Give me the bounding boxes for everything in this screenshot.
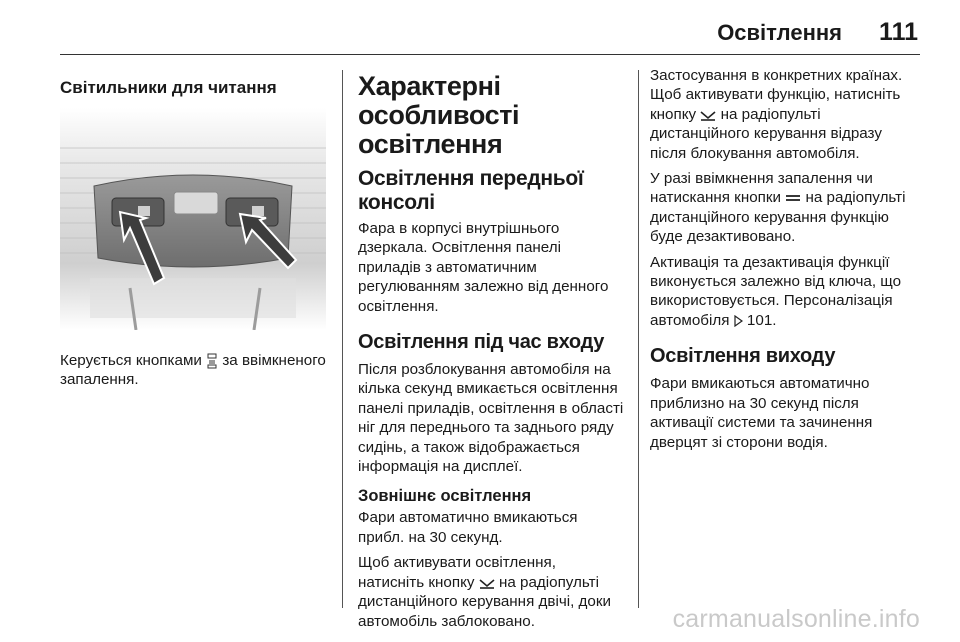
exterior-lighting-text: Фари автоматично вмикаються прибл. на 30 секунд. <box>358 509 578 546</box>
exit-lighting-text: Фари вмикаються автоматично приблизно на 30 секунд після активації системи та зачинення дверцят зі сторони водія. <box>650 375 873 451</box>
section-title-reading-lights: Світильники для читання <box>60 78 277 97</box>
page-number: 111 <box>879 18 918 46</box>
reading-lights-photo <box>60 108 326 330</box>
reference-arrow-icon <box>734 315 743 327</box>
column-lighting-features <box>358 66 626 637</box>
column-lighting-continued <box>650 66 922 458</box>
vehicle-lights-icon <box>700 109 716 121</box>
vehicle-lights-icon <box>479 577 495 589</box>
console-lighting-text: Фара в корпусі внутрішнього дзеркала. Освітлення панелі приладів з автоматичним регулюванням залежно від денного освітлення. <box>358 220 609 315</box>
personalisation-text: Активація та дезактивація функції виконується залежно від ключа, що використовується. Персоналізація автомобіля 101. <box>650 253 902 329</box>
deactivation-text: У разі ввімкнення запалення чи натискання кнопки на радіопульті дистанційного керування функцію буде дезактивовано. <box>650 170 906 246</box>
chapter-title: Освітлення <box>717 20 842 45</box>
column-reading-lights <box>60 66 326 396</box>
column-divider <box>638 70 639 608</box>
reading-lights-caption: Керується кнопками за ввімкненого запалення. <box>60 352 326 389</box>
section-title-exit-lighting: Освітлення виходу <box>650 345 836 368</box>
watermark: carmanualsonline.info <box>672 605 920 633</box>
main-title: Характерні особливості освітлення <box>358 71 520 159</box>
double-bar-icon <box>785 192 801 204</box>
section-title-entry-lighting: Освітлення під час входу <box>358 331 605 354</box>
column-divider <box>342 70 343 608</box>
page-header <box>60 14 920 55</box>
country-specific-text: Застосування в конкретних країнах. Щоб активувати функцію, натисніть кнопку на радіопульті дистанційного керування відразу після блокування автомобіля. <box>650 67 903 162</box>
page-reference-link[interactable]: 101. <box>746 311 777 329</box>
section-title-console-lighting: Освітлення передньої консолі <box>358 167 584 214</box>
exterior-lighting-activate-text: Щоб активувати освітлення, натисніть кнопку на радіопульті дистанційного керування двічі, доки автомобіль заблоковано. <box>358 554 611 630</box>
reading-lamp-icon <box>206 353 218 369</box>
section-title-exterior-lighting: Зовнішнє освітлення <box>358 487 532 506</box>
entry-lighting-text: Після розблокування автомобіля на кілька секунд вмикається освітлення панелі приладів, освітлення в області ніг для переднього та заднього ряду сидінь, а також відображається інформація на дисплеї. <box>358 361 624 476</box>
